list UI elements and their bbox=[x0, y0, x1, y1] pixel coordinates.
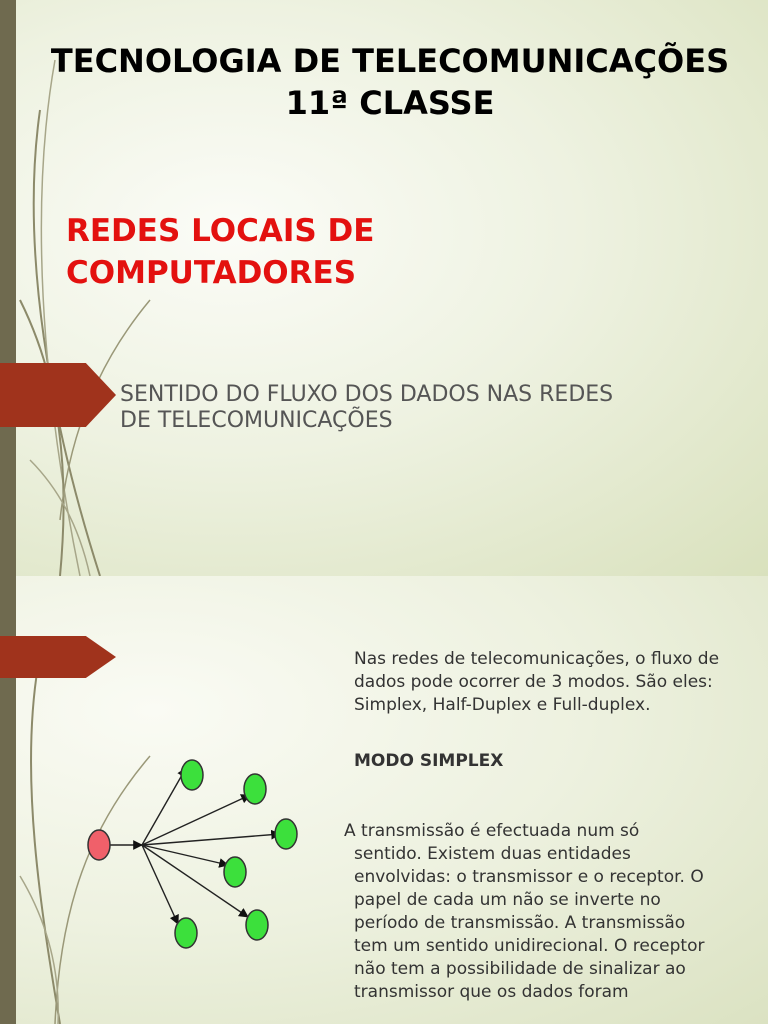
simplex-description bbox=[344, 820, 714, 1004]
receiver-node bbox=[244, 774, 266, 804]
transmitter-node bbox=[88, 830, 110, 860]
bullet-heading: MODO SIMPLEX bbox=[354, 751, 504, 771]
section-title: REDES LOCAIS DE COMPUTADORES bbox=[66, 213, 375, 291]
bullet-list bbox=[322, 648, 722, 806]
receiver-node bbox=[275, 819, 297, 849]
list-item bbox=[322, 750, 722, 773]
content-slide bbox=[0, 576, 768, 1024]
page-title: TECNOLOGIA DE TELECOMUNICAÇÕES 11ª CLASSE bbox=[50, 42, 730, 122]
slide-subtitle: SENTIDO DO FLUXO DOS DADOS NAS REDES DE TELECOMUNICAÇÕES bbox=[120, 382, 614, 433]
receiver-node bbox=[246, 910, 268, 940]
paragraph-first-line: A transmissão é efectuada num só bbox=[344, 821, 640, 841]
bullet-text: Nas redes de telecomunicações, o fluxo de dados pode ocorrer de 3 modos. São eles: Simplex, Half-Duplex e Full-duplex. bbox=[354, 649, 720, 715]
simplex-network-diagram bbox=[78, 752, 308, 952]
receiver-node bbox=[181, 760, 203, 790]
receiver-node bbox=[175, 918, 197, 948]
paragraph-body: sentido. Existem duas entidades envolvidas: o transmissor e o receptor. O papel de cada um não se inverte no período de transmissão. A transmissão tem um sentido unidirecional. O receptor não tem a possibilidade de sinalizar ao transmissor que os dados foram bbox=[354, 844, 705, 1002]
list-item bbox=[322, 648, 722, 717]
receiver-node bbox=[224, 857, 246, 887]
